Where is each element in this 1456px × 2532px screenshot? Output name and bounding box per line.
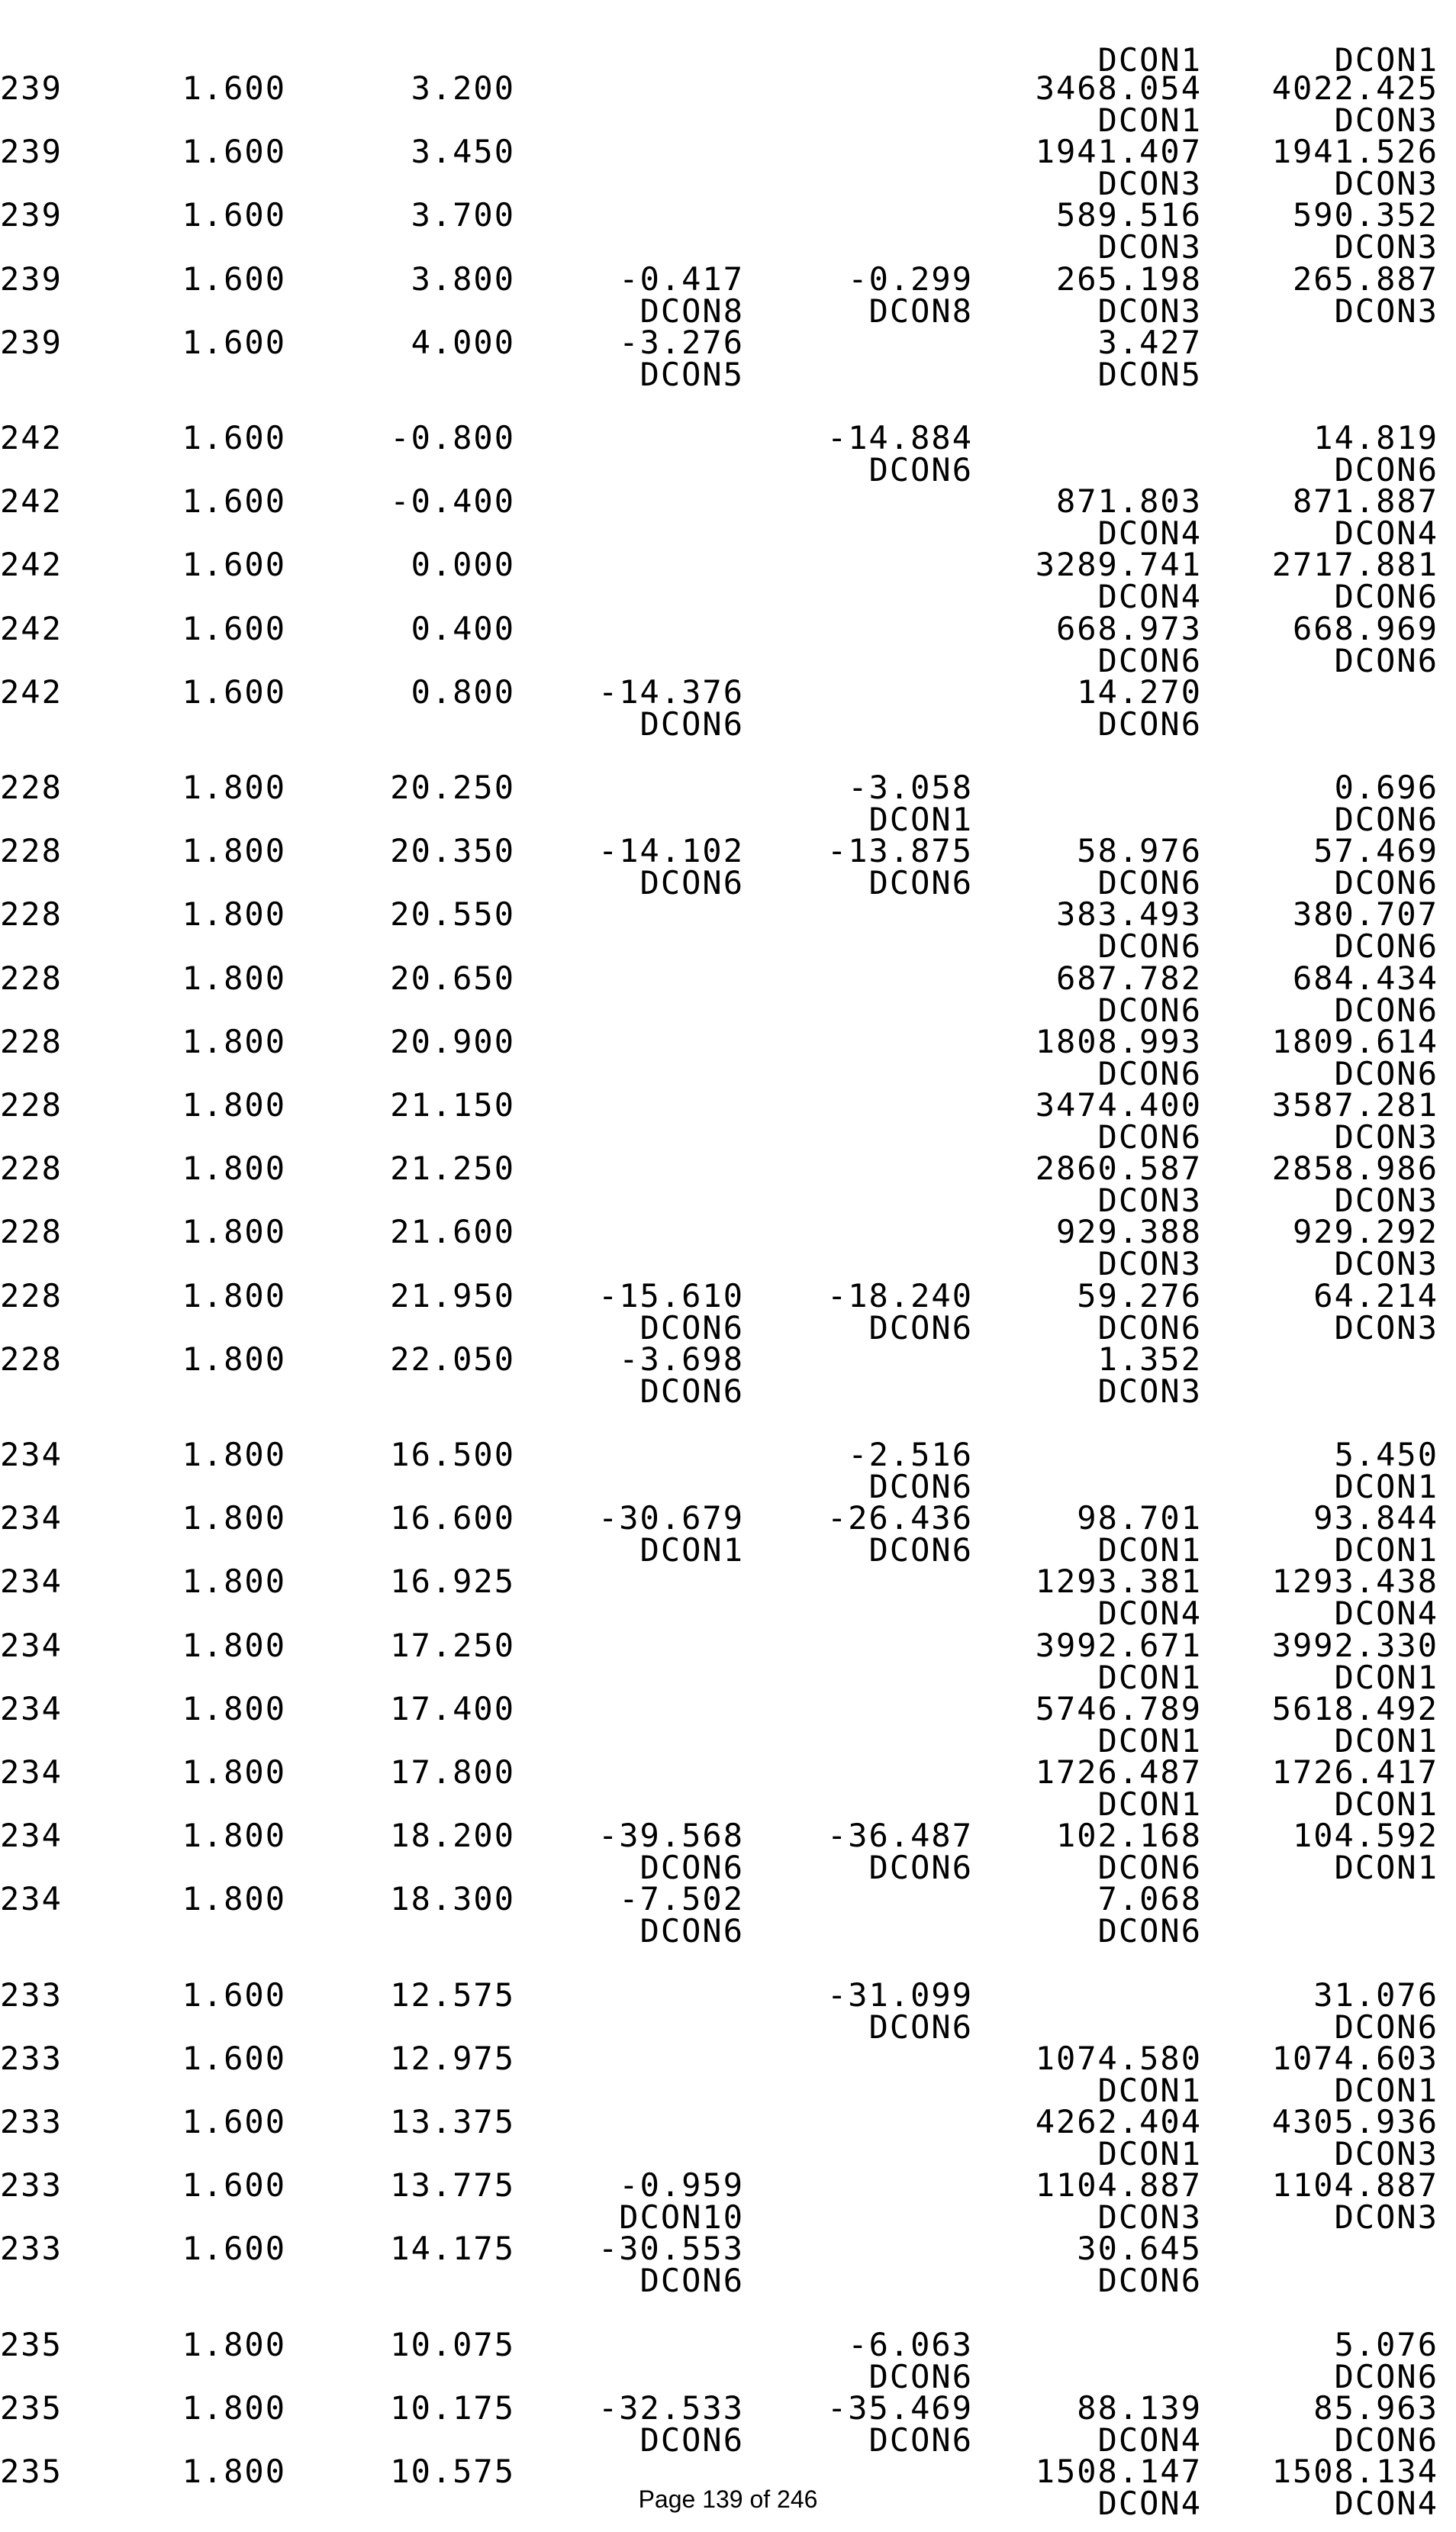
- row-value-b: 18.300: [390, 1880, 515, 1918]
- row-value-a: 1.800: [182, 2453, 286, 2490]
- row-value-c5: 4262.404: [1035, 2103, 1202, 2140]
- row-value-a: 1.800: [182, 895, 286, 934]
- row-value-c4: -31.099: [826, 1976, 973, 2014]
- row-case-c6: DCON6: [1334, 801, 1438, 838]
- row-case-c3: DCON6: [639, 1308, 744, 1347]
- row-value-c5: 265.198: [1055, 260, 1202, 298]
- row-case-c6: DCON6: [1334, 1054, 1438, 1092]
- row-value-c4: -0.299: [848, 260, 973, 298]
- row-id: 228: [0, 895, 63, 934]
- row-case-c4: DCON1: [868, 801, 973, 838]
- row-case-c4: DCON6: [868, 864, 973, 902]
- row-case-c6: DCON6: [1334, 2357, 1438, 2395]
- row-value-c3: -3.698: [619, 1340, 744, 1378]
- row-case-c5: DCON3: [1097, 1182, 1202, 1220]
- row-case-c3: DCON1: [639, 1531, 744, 1569]
- row-value-c5: 7.068: [1097, 1880, 1202, 1918]
- table-row: [0, 673, 1456, 753]
- row-case-c5: DCON3: [1097, 1245, 1202, 1283]
- row-id: 234: [0, 1817, 63, 1855]
- row-id: 233: [0, 1976, 63, 2014]
- row-case-c5: DCON3: [1097, 228, 1202, 266]
- row-id: 228: [0, 1150, 63, 1188]
- row-value-b: 20.350: [390, 832, 515, 870]
- row-value-c6: 265.887: [1292, 260, 1438, 298]
- row-case-c4: DCON6: [868, 2008, 973, 2046]
- row-case-c5: DCON1: [1097, 1785, 1202, 1823]
- row-value-a: 1.800: [182, 1213, 286, 1251]
- row-value-c6: 93.844: [1313, 1499, 1438, 1537]
- table-row: [0, 323, 1456, 403]
- row-case-c6: DCON6: [1334, 2421, 1438, 2459]
- row-value-c5: 1508.147: [1035, 2453, 1202, 2490]
- row-value-c6: 929.292: [1292, 1213, 1438, 1251]
- row-value-c5: 871.803: [1055, 482, 1202, 521]
- row-value-c5: 929.388: [1055, 1213, 1202, 1251]
- row-value-b: 13.775: [390, 2166, 515, 2205]
- row-value-b: -0.400: [390, 482, 515, 521]
- row-value-a: 1.800: [182, 1880, 286, 1918]
- row-value-b: 20.250: [390, 769, 515, 806]
- row-case-c5: DCON3: [1097, 292, 1202, 330]
- row-value-c4: -36.487: [826, 1817, 973, 1855]
- row-value-a: 1.800: [182, 1150, 286, 1188]
- row-value-a: 1.800: [182, 1689, 286, 1727]
- row-value-c3: -30.679: [598, 1499, 744, 1537]
- row-value-b: 12.975: [390, 2039, 515, 2077]
- row-id: 235: [0, 2453, 63, 2490]
- row-id: 228: [0, 1340, 63, 1378]
- row-value-b: 16.600: [390, 1499, 515, 1537]
- row-value-b: 10.075: [390, 2325, 515, 2363]
- row-case-c5: DCON6: [1097, 864, 1202, 902]
- row-id: 234: [0, 1753, 63, 1791]
- row-id: 234: [0, 1436, 63, 1473]
- row-case-c4: DCON6: [868, 1849, 973, 1887]
- row-value-b: -0.800: [390, 419, 515, 456]
- row-case-c6: DCON3: [1334, 1308, 1438, 1347]
- row-id: 233: [0, 2039, 63, 2077]
- row-case-c5: DCON1: [1097, 2071, 1202, 2109]
- row-case-c5: DCON4: [1097, 514, 1202, 553]
- row-value-c4: -26.436: [826, 1499, 973, 1537]
- row-id: 228: [0, 832, 63, 870]
- row-case-c6: DCON1: [1334, 1531, 1438, 1569]
- row-value-c6: 871.887: [1292, 482, 1438, 521]
- row-id: 242: [0, 482, 63, 521]
- row-value-a: 1.800: [182, 1022, 286, 1060]
- row-value-a: 1.800: [182, 1086, 286, 1124]
- header-col6-label: DCON1: [1334, 41, 1438, 79]
- row-case-c6: DCON3: [1334, 2198, 1438, 2237]
- row-case-c6: DCON6: [1334, 991, 1438, 1029]
- row-case-c4: DCON6: [868, 1531, 973, 1569]
- row-value-c5: 3474.400: [1035, 1086, 1202, 1124]
- row-value-c5: 1074.580: [1035, 2039, 1202, 2077]
- row-case-c5: DCON6: [1097, 1118, 1202, 1156]
- row-value-b: 22.050: [390, 1340, 515, 1378]
- row-id: 233: [0, 2103, 63, 2140]
- row-case-c6: DCON1: [1334, 1849, 1438, 1887]
- row-value-c5: 668.973: [1055, 609, 1202, 647]
- row-value-c3: -14.102: [598, 832, 744, 870]
- row-case-c5: DCON1: [1097, 1658, 1202, 1696]
- row-case-c4: DCON6: [868, 2357, 973, 2395]
- row-value-b: 21.150: [390, 1086, 515, 1124]
- row-id: 242: [0, 609, 63, 647]
- row-value-a: 1.600: [182, 2039, 286, 2077]
- row-value-b: 16.500: [390, 1436, 515, 1473]
- row-case-c5: DCON1: [1097, 2135, 1202, 2172]
- row-value-c3: -39.568: [598, 1817, 744, 1855]
- row-value-a: 1.600: [182, 673, 286, 711]
- row-case-c4: DCON6: [868, 451, 973, 489]
- row-value-b: 14.175: [390, 2230, 515, 2268]
- row-case-c5: DCON6: [1097, 2262, 1202, 2300]
- row-value-c5: 3.427: [1097, 323, 1202, 361]
- row-id: 242: [0, 673, 63, 711]
- row-value-c6: 4022.425: [1271, 69, 1438, 107]
- row-value-b: 17.800: [390, 1753, 515, 1791]
- row-case-c6: DCON3: [1334, 1245, 1438, 1283]
- row-case-c6: DCON1: [1334, 1468, 1438, 1505]
- row-value-c6: 380.707: [1292, 895, 1438, 934]
- row-value-b: 0.400: [411, 609, 515, 647]
- row-value-c6: 3587.281: [1271, 1086, 1438, 1124]
- row-value-c4: -13.875: [826, 832, 973, 870]
- row-case-c4: DCON6: [868, 2421, 973, 2459]
- row-value-a: 1.800: [182, 1753, 286, 1791]
- row-value-b: 21.250: [390, 1150, 515, 1188]
- row-value-b: 0.000: [411, 546, 515, 584]
- row-case-c6: DCON3: [1334, 102, 1438, 139]
- row-value-c3: -15.610: [598, 1276, 744, 1314]
- row-case-c5: DCON6: [1097, 1308, 1202, 1347]
- row-case-c3: DCON6: [639, 1849, 744, 1887]
- row-case-c4: DCON6: [868, 1468, 973, 1505]
- row-case-c3: DCON10: [619, 2198, 744, 2237]
- row-value-b: 3.800: [411, 260, 515, 298]
- row-value-c5: 1104.887: [1035, 2166, 1202, 2205]
- row-value-c6: 2858.986: [1271, 1150, 1438, 1188]
- row-value-c5: 30.645: [1077, 2230, 1202, 2268]
- row-value-a: 1.800: [182, 1276, 286, 1314]
- row-case-c5: DCON4: [1097, 2421, 1202, 2459]
- row-value-c3: -14.376: [598, 673, 744, 711]
- row-value-c6: 590.352: [1292, 196, 1438, 234]
- row-case-c3: DCON6: [639, 1912, 744, 1950]
- row-case-c4: DCON6: [868, 1308, 973, 1347]
- row-value-a: 1.800: [182, 832, 286, 870]
- row-value-b: 3.700: [411, 196, 515, 234]
- row-value-a: 1.600: [182, 69, 286, 107]
- row-value-c4: -2.516: [848, 1436, 973, 1473]
- row-value-b: 4.000: [411, 323, 515, 361]
- row-id: 242: [0, 419, 63, 456]
- row-value-c3: -0.959: [619, 2166, 744, 2205]
- row-case-c6: DCON1: [1334, 2071, 1438, 2109]
- row-value-a: 1.800: [182, 1436, 286, 1473]
- row-id: 234: [0, 1563, 63, 1601]
- row-value-a: 1.800: [182, 1499, 286, 1537]
- row-value-b: 12.575: [390, 1976, 515, 2014]
- row-value-c5: 589.516: [1055, 196, 1202, 234]
- row-value-c5: 14.270: [1077, 673, 1202, 711]
- row-value-a: 1.800: [182, 959, 286, 997]
- row-case-c6: DCON6: [1334, 578, 1438, 616]
- row-value-c3: -30.553: [598, 2230, 744, 2268]
- row-id: 233: [0, 2166, 63, 2205]
- row-value-c6: 1726.417: [1271, 1753, 1438, 1791]
- row-value-c5: 1293.381: [1035, 1563, 1202, 1601]
- row-value-c6: 684.434: [1292, 959, 1438, 997]
- row-value-c5: 1941.407: [1035, 133, 1202, 171]
- row-case-c5: DCON6: [1097, 705, 1202, 743]
- table-row: [0, 1880, 1456, 1959]
- row-value-a: 1.600: [182, 419, 286, 456]
- row-value-c5: 58.976: [1077, 832, 1202, 870]
- row-value-c5: 59.276: [1077, 1276, 1202, 1314]
- row-case-c6: DCON4: [1334, 514, 1438, 553]
- row-case-c3: DCON6: [639, 1372, 744, 1410]
- row-case-c3: DCON6: [639, 864, 744, 902]
- row-value-a: 1.600: [182, 2230, 286, 2268]
- row-id: 239: [0, 196, 63, 234]
- row-value-a: 1.600: [182, 2103, 286, 2140]
- row-value-b: 17.400: [390, 1689, 515, 1727]
- row-value-c5: 3468.054: [1035, 69, 1202, 107]
- row-id: 228: [0, 1213, 63, 1251]
- row-value-c5: 687.782: [1055, 959, 1202, 997]
- row-case-c3: DCON6: [639, 2262, 744, 2300]
- row-value-c5: 5746.789: [1035, 1689, 1202, 1727]
- row-value-a: 1.600: [182, 323, 286, 361]
- table-row: [0, 2230, 1456, 2309]
- row-value-c6: 14.819: [1313, 419, 1438, 456]
- row-case-c5: DCON1: [1097, 102, 1202, 139]
- row-case-c5: DCON6: [1097, 1054, 1202, 1092]
- row-value-a: 1.600: [182, 1976, 286, 2014]
- row-value-c3: -3.276: [619, 323, 744, 361]
- row-value-c6: 57.469: [1313, 832, 1438, 870]
- row-value-a: 1.600: [182, 196, 286, 234]
- row-case-c5: DCON1: [1097, 1721, 1202, 1759]
- row-value-a: 1.600: [182, 133, 286, 171]
- row-case-c6: DCON4: [1334, 1595, 1438, 1633]
- row-case-c6: DCON1: [1334, 1658, 1438, 1696]
- row-case-c6: DCON3: [1334, 165, 1438, 203]
- row-case-c3: DCON6: [639, 705, 744, 743]
- row-case-c6: DCON6: [1334, 864, 1438, 902]
- row-case-c6: DCON4: [1334, 2485, 1438, 2522]
- row-value-c6: 104.592: [1292, 1817, 1438, 1855]
- row-case-c5: DCON6: [1097, 927, 1202, 966]
- row-value-c6: 1074.603: [1271, 2039, 1438, 2077]
- row-value-c4: -18.240: [826, 1276, 973, 1314]
- row-value-c6: 5.450: [1334, 1436, 1438, 1473]
- row-value-b: 18.200: [390, 1817, 515, 1855]
- row-id: 228: [0, 959, 63, 997]
- row-case-c6: DCON3: [1334, 292, 1438, 330]
- row-value-b: 21.600: [390, 1213, 515, 1251]
- row-case-c5: DCON3: [1097, 2198, 1202, 2237]
- row-value-c4: -14.884: [826, 419, 973, 456]
- row-id: 234: [0, 1689, 63, 1727]
- row-value-a: 1.600: [182, 260, 286, 298]
- row-case-c3: DCON8: [639, 292, 744, 330]
- row-id: 239: [0, 133, 63, 171]
- row-value-b: 17.250: [390, 1626, 515, 1664]
- row-value-c6: 85.963: [1313, 2388, 1438, 2427]
- row-value-c3: -7.502: [619, 1880, 744, 1918]
- row-value-c6: 1809.614: [1271, 1022, 1438, 1060]
- row-case-c5: DCON4: [1097, 578, 1202, 616]
- row-id: 239: [0, 69, 63, 107]
- row-id: 228: [0, 1276, 63, 1314]
- row-value-c6: 0.696: [1334, 769, 1438, 806]
- row-value-a: 1.600: [182, 609, 286, 647]
- row-value-c5: 3289.741: [1035, 546, 1202, 584]
- row-id: 234: [0, 1626, 63, 1664]
- row-value-b: 20.550: [390, 895, 515, 934]
- row-value-a: 1.800: [182, 769, 286, 806]
- row-value-c5: 98.701: [1077, 1499, 1202, 1537]
- row-value-c6: 2717.881: [1271, 546, 1438, 584]
- row-case-c6: DCON3: [1334, 2135, 1438, 2172]
- row-value-c5: 1726.487: [1035, 1753, 1202, 1791]
- row-case-c5: DCON3: [1097, 1372, 1202, 1410]
- row-id: 234: [0, 1880, 63, 1918]
- page-number: Page 139 of 246: [638, 2485, 818, 2513]
- row-case-c5: DCON6: [1097, 1849, 1202, 1887]
- row-case-c6: DCON3: [1334, 228, 1438, 266]
- row-value-c6: 64.214: [1313, 1276, 1438, 1314]
- row-value-c5: 102.168: [1055, 1817, 1202, 1855]
- row-case-c6: DCON6: [1334, 451, 1438, 489]
- row-id: 235: [0, 2388, 63, 2427]
- row-id: 239: [0, 323, 63, 361]
- row-value-b: 10.575: [390, 2453, 515, 2490]
- row-value-c4: -35.469: [826, 2388, 973, 2427]
- row-value-a: 1.800: [182, 2325, 286, 2363]
- row-case-c5: DCON6: [1097, 641, 1202, 679]
- row-value-b: 21.950: [390, 1276, 515, 1314]
- row-value-c5: 3992.671: [1035, 1626, 1202, 1664]
- row-case-c5: DCON4: [1097, 1595, 1202, 1633]
- row-id: 234: [0, 1499, 63, 1537]
- row-value-b: 3.200: [411, 69, 515, 107]
- row-value-b: 20.900: [390, 1022, 515, 1060]
- row-value-a: 1.800: [182, 1563, 286, 1601]
- row-value-c6: 1293.438: [1271, 1563, 1438, 1601]
- row-case-c5: DCON3: [1097, 165, 1202, 203]
- row-value-a: 1.800: [182, 1626, 286, 1664]
- row-id: 242: [0, 546, 63, 584]
- row-value-b: 20.650: [390, 959, 515, 997]
- row-value-c6: 1104.887: [1271, 2166, 1438, 2205]
- row-value-c5: 1808.993: [1035, 1022, 1202, 1060]
- row-case-c6: DCON1: [1334, 1785, 1438, 1823]
- row-value-c5: 1.352: [1097, 1340, 1202, 1378]
- row-value-c4: -3.058: [848, 769, 973, 806]
- row-case-c5: DCON1: [1097, 1531, 1202, 1569]
- row-value-c6: 3992.330: [1271, 1626, 1438, 1664]
- row-case-c5: DCON5: [1097, 355, 1202, 393]
- row-value-b: 0.800: [411, 673, 515, 711]
- row-case-c5: DCON6: [1097, 991, 1202, 1029]
- row-value-c6: 1941.526: [1271, 133, 1438, 171]
- row-case-c5: DCON6: [1097, 1912, 1202, 1950]
- row-value-c3: -0.417: [619, 260, 744, 298]
- row-value-c6: 5.076: [1334, 2325, 1438, 2363]
- row-value-a: 1.600: [182, 482, 286, 521]
- row-case-c3: DCON5: [639, 355, 744, 393]
- row-value-b: 3.450: [411, 133, 515, 171]
- row-id: 233: [0, 2230, 63, 2268]
- row-value-c5: 383.493: [1055, 895, 1202, 934]
- row-value-c6: 668.969: [1292, 609, 1438, 647]
- row-value-c5: 2860.587: [1035, 1150, 1202, 1188]
- row-case-c6: DCON1: [1334, 1721, 1438, 1759]
- header-col5-label: DCON1: [1097, 41, 1202, 79]
- row-id: 235: [0, 2325, 63, 2363]
- table-row: [0, 1340, 1456, 1420]
- row-value-b: 10.175: [390, 2388, 515, 2427]
- row-id: 228: [0, 1086, 63, 1124]
- row-case-c3: DCON6: [639, 2421, 744, 2459]
- row-id: 239: [0, 260, 63, 298]
- row-value-c6: 4305.936: [1271, 2103, 1438, 2140]
- row-value-c3: -32.533: [598, 2388, 744, 2427]
- row-case-c6: DCON6: [1334, 641, 1438, 679]
- row-value-b: 13.375: [390, 2103, 515, 2140]
- row-value-c5: 88.139: [1077, 2388, 1202, 2427]
- row-value-c6: 1508.134: [1271, 2453, 1438, 2490]
- row-case-c6: DCON3: [1334, 1182, 1438, 1220]
- row-value-c6: 5618.492: [1271, 1689, 1438, 1727]
- row-case-c6: DCON6: [1334, 927, 1438, 966]
- row-case-c5: DCON4: [1097, 2485, 1202, 2522]
- row-id: 228: [0, 769, 63, 806]
- row-value-a: 1.600: [182, 546, 286, 584]
- row-value-b: 16.925: [390, 1563, 515, 1601]
- row-value-a: 1.800: [182, 1817, 286, 1855]
- row-value-a: 1.800: [182, 2388, 286, 2427]
- row-case-c6: DCON6: [1334, 2008, 1438, 2046]
- row-value-c6: 31.076: [1313, 1976, 1438, 2014]
- row-id: 228: [0, 1022, 63, 1060]
- row-case-c4: DCON8: [868, 292, 973, 330]
- row-value-c4: -6.063: [848, 2325, 973, 2363]
- row-value-a: 1.600: [182, 2166, 286, 2205]
- row-case-c6: DCON3: [1334, 1118, 1438, 1156]
- row-value-a: 1.800: [182, 1340, 286, 1378]
